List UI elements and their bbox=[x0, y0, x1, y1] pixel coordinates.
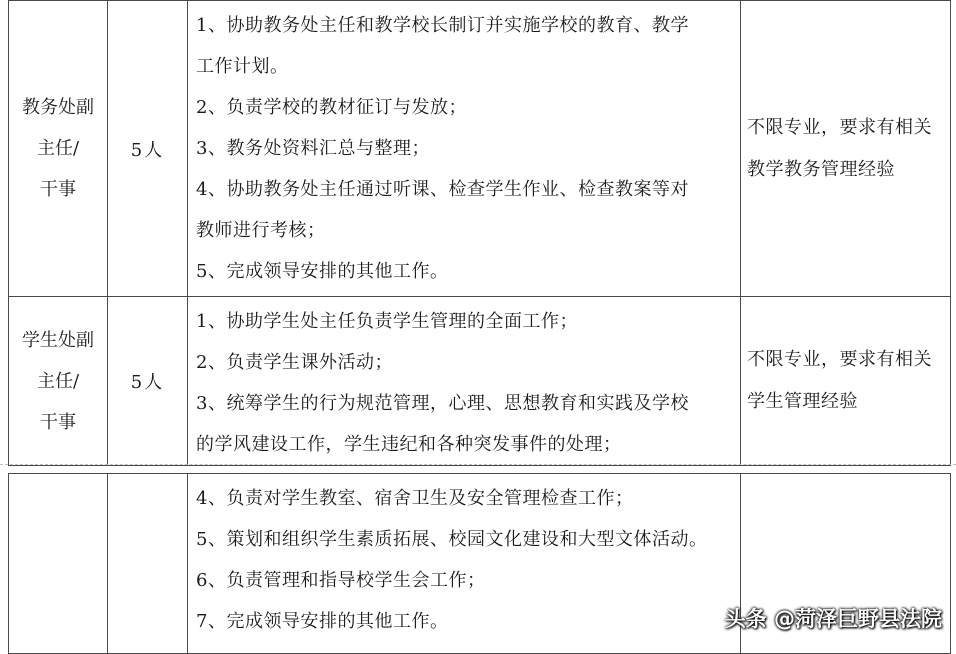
duty-line: 3、教务处资料汇总与整理； bbox=[196, 138, 430, 159]
table-row bbox=[9, 297, 951, 466]
duty-line: 5、完成领导安排的其他工作。 bbox=[196, 261, 449, 282]
count-cell: 5人 bbox=[108, 297, 188, 466]
count-cell bbox=[108, 474, 188, 654]
duty-line: 的学风建设工作，学生违纪和各种突发事件的处理； bbox=[196, 434, 622, 455]
requirement-cell bbox=[741, 1, 951, 297]
duty-line: 1、协助学生处主任负责学生管理的全面工作； bbox=[196, 311, 578, 332]
duty-line: 1、协助教务处主任和教学校长制订并实施学校的教育、教学 bbox=[196, 15, 689, 36]
duties-cell bbox=[188, 297, 741, 466]
duties-cell bbox=[188, 474, 741, 654]
requirement-text: 不限专业，要求有相关 bbox=[747, 116, 932, 138]
requirement-text: 学生管理经验 bbox=[747, 391, 858, 412]
position-text: 主任/ bbox=[36, 370, 80, 392]
position-text: 教务处副 bbox=[22, 97, 94, 118]
duty-line: 7、完成领导安排的其他工作。 bbox=[196, 611, 449, 632]
duty-line: 工作计划。 bbox=[196, 56, 289, 77]
watermark: 头条 @菏泽巨野县法院 bbox=[724, 607, 942, 631]
duty-line: 4、负责对学生教室、宿舍卫生及安全管理检查工作； bbox=[196, 488, 634, 509]
requirement-text: 不限专业，要求有相关 bbox=[747, 349, 932, 370]
duty-line: 6、负责管理和指导校学生会工作； bbox=[196, 570, 486, 591]
table-row bbox=[9, 1, 951, 297]
position-text: 干事 bbox=[40, 179, 76, 200]
page-break-divider bbox=[0, 464, 956, 465]
position-cell bbox=[9, 474, 108, 654]
requirement-text: 教学教务管理经验 bbox=[747, 158, 895, 180]
duty-line: 3、统筹学生的行为规范管理，心理、思想教育和实践及学校 bbox=[196, 393, 689, 414]
count-cell: 5人 bbox=[108, 1, 188, 297]
position-text: 干事 bbox=[40, 411, 76, 433]
position-cell bbox=[9, 297, 108, 466]
duty-line: 教师进行考核； bbox=[196, 220, 326, 241]
duty-line: 5、策划和组织学生素质拓展、校园文化建设和大型文体活动。 bbox=[196, 529, 708, 550]
position-table bbox=[8, 0, 951, 466]
position-text: 主任/ bbox=[36, 138, 80, 159]
duty-line: 2、负责学校的教材征订与发放； bbox=[196, 97, 467, 118]
duty-line: 2、负责学生课外活动； bbox=[196, 352, 393, 373]
duties-cell bbox=[188, 1, 741, 297]
position-cell bbox=[9, 1, 108, 297]
duty-line: 4、协助教务处主任通过听课、检查学生作业、检查教案等对 bbox=[196, 179, 689, 200]
requirement-cell bbox=[741, 297, 951, 466]
position-text: 学生处副 bbox=[22, 329, 94, 351]
